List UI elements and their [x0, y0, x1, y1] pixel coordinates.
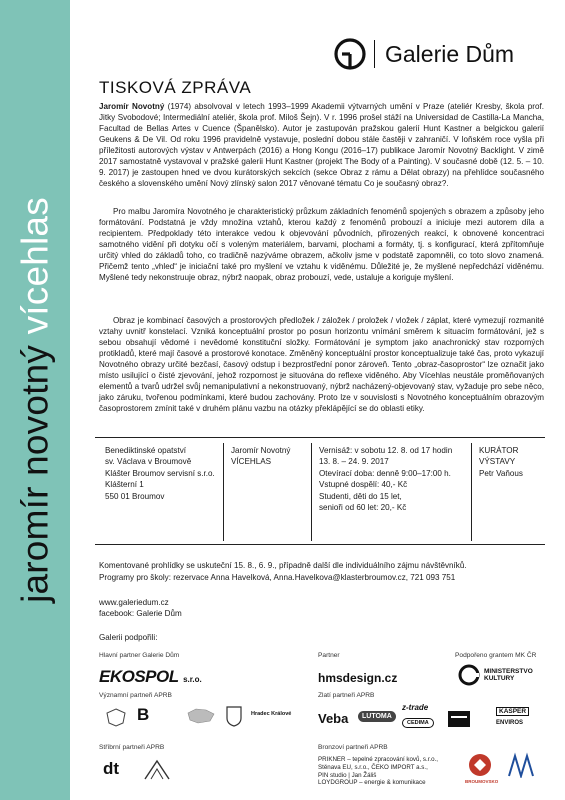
broumovsko-icon: [465, 752, 495, 778]
curator-line: KURÁTOR: [479, 446, 519, 455]
curator-line: Petr Vaňous: [479, 468, 523, 478]
broumovsko-text: BROUMOVSKO: [465, 779, 499, 784]
document-title: TISKOVÁ ZPRÁVA: [99, 78, 252, 97]
ministry-emblem-icon: [458, 664, 480, 686]
ekospol-suffix: s.r.o.: [183, 675, 202, 684]
dt-logo: dt: [103, 759, 120, 778]
lutoma-logo: LUTOMA: [358, 711, 396, 722]
paragraph-bio: [99, 101, 544, 189]
bronze-line: LOYDGROUP – energie & komunikace: [318, 779, 426, 787]
dates-line: Vstupné dospělí: 40,- Kč: [319, 480, 408, 490]
hodska-icon: [448, 711, 470, 727]
crest-icon: [103, 707, 129, 727]
venue-line: sv. Václava v Broumově: [105, 457, 192, 467]
curator-line: VÝSTAVY: [479, 457, 516, 467]
bronze-partners-text: [318, 756, 458, 787]
artist-name: jaromír novotný: [14, 344, 56, 603]
dates-line: Otevírací doba: denně 9:00–17:00 h.: [319, 468, 451, 478]
grant-label: Podpořeno grantem MK ČR: [455, 652, 537, 659]
website-link[interactable]: www.galeriedum.cz: [99, 598, 169, 607]
logo-text: Galerie Dům: [385, 41, 515, 67]
exhibition-line: Jaromír Novotný: [231, 446, 291, 455]
ministry-line: KULTURY: [484, 675, 515, 682]
significant-partners-label: Významní partneři APRB: [99, 692, 172, 699]
bronze-line: PIN studio | Jan Žáliš: [318, 771, 377, 779]
cedima-logo: CEDIMA: [402, 718, 434, 728]
bronze-line: PRIKNER – tepelné zpracování kovů, s.r.o.,: [318, 756, 439, 763]
paragraph-format: Obraz je kombinací časových a prostorových předložek / záložek / proložek / vložek / záplat, které vymezují rozmanité vztahy uvnitř konstelací. Vzniká konceptuální prostor po posun horizontu vnímání směrem k situacím formátování, jež s sebou obsahují vědomé i nevědomé konstituční složky. Formátování je symptom jako anachronický stav rozporných protikladů, které mají časové a prostorové konotace. Změněný konceptuální prostor konceptualizuje také čas, proto vykazují Novotného obrazy určité bezčasí, časový odstup i bezprostřední ponor zároveň. Tento „obraz-časoprostor“ lze označit jako místo usilující o čisté zjevování, jehož rozpornost je situována do reflexe viděného. Aby Vícehlas neustále proměňovaných elementů a tvarů udržel svůj nemanipulativní a nekonstruovaný, nýbrž nacházený-objevovaný stav, vyžaduje pro sebe něco, jako záruku, tvořenou podmínkami, které budou zachovány. Proto lze v souvislosti s Novotného konceptuálním obrazovým časoprostorem zmínit také v druhém plánu vazbu na otázky překlápějící se do oblasti etiky.: [99, 316, 544, 414]
dates-line: Vernisáž: v sobotu 12. 8. od 17 hodin: [319, 446, 453, 455]
hmsdesign-logo: [318, 669, 397, 687]
galerie-dum-logo: [330, 34, 540, 74]
gold-partners-logos: [318, 703, 548, 737]
info-divider: [471, 443, 472, 541]
ekospol-logo: [99, 667, 202, 687]
region-map-icon: [184, 705, 218, 727]
silver-partners-logos: [99, 757, 299, 787]
region-agency-icon: [507, 752, 537, 778]
gold-partners-label: Zlatí partneři APRB: [318, 692, 375, 699]
veba-logo: Veba: [318, 711, 349, 726]
venue-column: [105, 445, 215, 502]
silver-partners-label: Stříbrní partneři APRB: [99, 744, 165, 751]
hradec-logo: Hradec Králové: [251, 711, 292, 717]
bronze-line: Stěnava EU, s.r.o., ČEKO IMPORT a.s.,: [318, 763, 428, 771]
bronze-list: [318, 756, 458, 787]
info-divider: [223, 443, 224, 541]
significant-partners-logos: [99, 703, 299, 731]
gd-monogram-icon: [330, 34, 370, 74]
ministry-line: MINISTERSTVO: [484, 668, 533, 675]
logo-divider: [374, 40, 375, 68]
b-logo: B: [137, 705, 150, 724]
partner-label: Partner: [318, 652, 340, 659]
ztrade-logo: z-trade: [402, 703, 429, 712]
info-divider: [311, 443, 312, 541]
schools-line: Programy pro školy: rezervace Anna Havelková, Anna.Havelkova@klasterbroumov.cz, 721 093 751: [99, 573, 456, 582]
exhibition-column: [231, 445, 290, 468]
bronze-partners-label: Bronzoví partneři APRB: [318, 744, 388, 751]
venue-line: Benediktinské opatství: [105, 446, 186, 455]
exhibition-line: VÍCEHLAS: [231, 457, 272, 467]
artist-name-bold: Jaromír Novotný: [99, 102, 165, 111]
ekospol-text: EKOSPOL: [99, 667, 179, 686]
exhibition-info: [95, 437, 545, 545]
exhibition-name: vícehlas: [14, 197, 56, 335]
paragraph-painting: Pro malbu Jaromíra Novotného je charakteristický průzkum základních fenoménů spojených s obrazem a způsoby jeho formátování. Podstatná je vždy množina vztahů, kterou každý z fenoménů probouzí a iniciuje mezi autorem díla a recipientem. Předpoklady této interakce vedou k objevování původních, přirozených reakcí, k obnovené koncentraci samotného vidění při dotyku očí s voleným materiálem, barvami, plochami a formáty, tj. s konfigurací, která zpřítomňuje určitý vhled do základů toho, co tradičně nazýváme obrazem, ačkoliv jsme v podstatě zapomněli, co toto slovo znamená. Přičemž tento „vhled“ je iniciační také pro myšlení ve vztahu k viděnému. Důležité je, že myšlené nepředchází viděnému. Myšlené tedy nekonstruuje obraz, nýbrž naopak, obraz probouzí, vede, ustaluje a koriguje myšlení.: [99, 207, 544, 283]
vertical-title: [14, 197, 56, 603]
kasper-logo: KASPER: [496, 707, 529, 716]
laser-icon: [143, 757, 173, 781]
main-partner-label: Hlavní partner Galerie Dům: [99, 652, 180, 659]
hmsdesign-text: hmsdesign.cz: [318, 671, 398, 685]
venue-line: 550 01 Broumov: [105, 491, 165, 501]
broumovsko-logos: [465, 752, 545, 792]
sidebar: [0, 0, 70, 800]
bio-text: (1974) absolvoval v letech 1993–1999 Akademii výtvarných umění v Praze (ateliér Kresby, škola prof. Jitky Svobodové; Intermediální ateliér, škola prof. Miloš Šejn). V r. 1996 prošel stáží na Universidad de Castilla-La Mancha, Facultad de Bellas Artes v Cuence (Španělsko). Autor je zastupován pražskou galerií Hunt Kastner a belgickou galerií Geukens & De Vil. Od roku 1996 pravidelně vystavuje, poslední dobou stále častěji v zahraničí. V loňském roce vyšla při příležitosti autorových výstav v Antwerpách (2016) a Hong Kongu (2016–17) publikace Jaromír Novotný Backlight. V zimě 2017 samostatně vystavoval v pražské galerii Hunt Kastner (projekt The Body of a Painting). V současné době (12. 5. – 10. 9. 2017) je zastoupen hned ve dvou kurátorských sekcích (sekce Obraz z rámu a Dělat obrazy) na přehlídce současného českého a slovenského umění Nový zlínský salon 2017 věnované tématu Co je současný obraz?.: [99, 102, 544, 189]
dates-line: 13. 8. – 24. 9. 2017: [319, 457, 389, 467]
tours-line: Komentované prohlídky se uskuteční 15. 8., 6. 9., případně další dle individuálního zájmu návštěvníků.: [99, 561, 467, 570]
ministry-text: [484, 668, 533, 682]
sponsors-heading: Galerii podpořili:: [99, 633, 158, 642]
curator-column: [479, 445, 523, 479]
dates-column: [319, 445, 452, 513]
dates-line: senioři od 60 let: 20,- Kč: [319, 503, 407, 513]
facebook-link[interactable]: facebook: Galerie Dům: [99, 609, 182, 618]
dates-line: Studenti, děti do 15 let,: [319, 491, 402, 501]
town-crest-icon: [225, 705, 243, 727]
venue-line: Klášterní 1: [105, 480, 144, 490]
venue-line: Klášter Broumov servisní s.r.o.: [105, 468, 215, 478]
enviros-logo: ENVIROS: [496, 720, 524, 726]
